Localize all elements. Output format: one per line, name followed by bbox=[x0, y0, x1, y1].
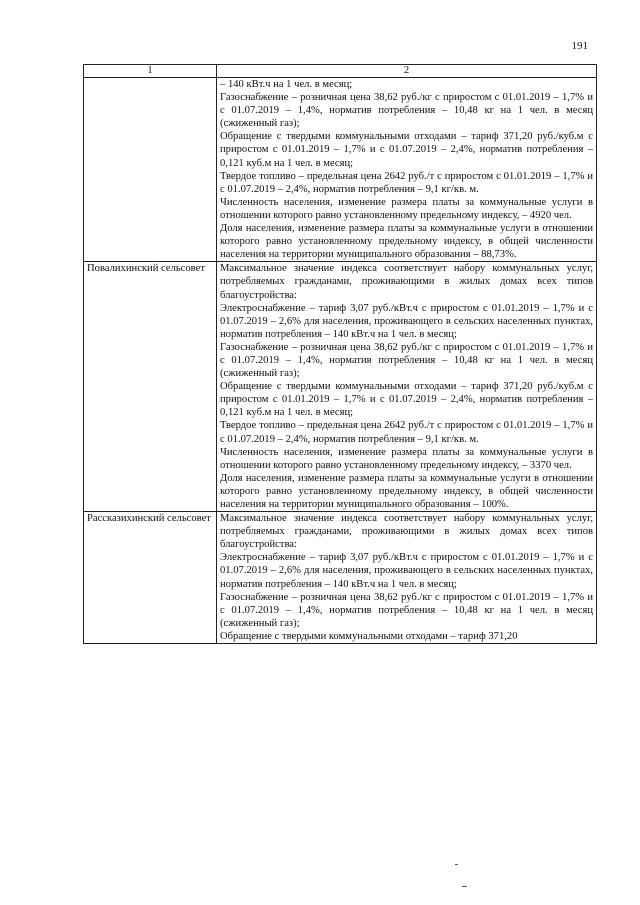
scan-artifact bbox=[455, 864, 458, 865]
description-paragraph: – 140 кВт.ч на 1 чел. в месяц; bbox=[220, 79, 353, 90]
description-paragraph: Твердое топливо – предельная цена 2642 руб./т с приростом с 01.01.2019 – 1,7% и с 01.07.2019 – 2,4%, норматив потребления – 9,1 кг/кв. м. bbox=[220, 420, 593, 445]
description-paragraph: Обращение с твердыми коммунальными отходами – тариф 371,20 bbox=[220, 630, 518, 642]
description-paragraph: Газоснабжение – розничная цена 38,62 руб./кг с приростом с 01.01.2019 – 1,7% и с 01.07.2019 – 1,4%, норматив потребления – 10,48 кг на 1 чел. в месяц (сжиженный газ); bbox=[220, 341, 593, 380]
description-paragraph: Доля населения, изменение размера платы за коммунальные услуги в отношении которого равно установленному предельному индексу, в общей численности населения на территории муниципального образования – 100%. bbox=[220, 472, 593, 510]
description-paragraph: Максимальное значение индекса соответствует набору коммунальных услуг, потребляемых гражданами, проживающими в жилых домах всех типов благоустройства: bbox=[220, 263, 593, 301]
description-cell bbox=[217, 512, 597, 644]
description-paragraph: Электроснабжение – тариф 3,07 руб./кВт.ч с приростом с 01.01.2019 – 1,7% и с 01.07.2019 – 2,6% для населения, проживающего в сельских населенных пунктах, норматив потребления – 140 кВт.ч на 1 чел. в месяц; bbox=[220, 302, 593, 340]
description-paragraph: Газоснабжение – розничная цена 38,62 руб./кг с приростом с 01.01.2019 – 1,7% и с 01.07.2019 – 1,4%, норматив потребления – 10,48 кг на 1 чел. в месяц (сжиженный газ); bbox=[220, 591, 593, 629]
scan-artifact bbox=[462, 886, 467, 887]
municipality-name-cell bbox=[84, 78, 217, 262]
description-paragraph: Газоснабжение – розничная цена 38,62 руб./кг с приростом с 01.01.2019 – 1,7% и с 01.07.2019 – 1,4%, норматив потребления – 10,48 кг на 1 чел. в месяц (сжиженный газ); bbox=[220, 92, 593, 130]
description-paragraph: Максимальное значение индекса соответствует набору коммунальных услуг, потребляемых гражданами, проживающими в жилых домах всех типов благоустройства: bbox=[220, 513, 593, 551]
document-table bbox=[83, 64, 597, 644]
description-paragraph: Обращение с твердыми коммунальными отходами – тариф 371,20 руб./куб.м с приростом с 01.01.2019 – 1,7% и с 01.07.2019 – 2,4%, норматив потребления – 0,121 куб.м на 1 чел. в месяц; bbox=[220, 381, 593, 419]
municipality-name-cell: Рассказихинский сельсовет bbox=[84, 512, 217, 644]
table-header-row bbox=[84, 65, 597, 78]
description-paragraph: Численность населения, изменение размера платы за коммунальные услуги в отношении которого равно установленному предельному индексу, – 4920 чел. bbox=[220, 196, 593, 221]
table-row bbox=[84, 512, 597, 644]
table-body bbox=[84, 78, 597, 644]
page-number: 191 bbox=[571, 40, 588, 52]
table-row bbox=[84, 78, 597, 262]
municipality-name-cell: Повалихинский сельсовет bbox=[84, 262, 217, 512]
description-paragraph: Твердое топливо – предельная цена 2642 руб./т с приростом с 01.01.2019 – 1,7% и с 01.07.2019 – 2,4%, норматив потребления – 9,1 кг/кв. м. bbox=[220, 170, 593, 195]
description-cell bbox=[217, 78, 597, 262]
description-paragraph: Электроснабжение – тариф 3,07 руб./кВт.ч с приростом с 01.01.2019 – 1,7% и с 01.07.2019 – 2,6% для населения, проживающего в сельских населенных пунктах, норматив потребления – 140 кВт.ч на 1 чел. в месяц; bbox=[220, 552, 593, 590]
description-paragraph: Доля населения, изменение размера платы за коммунальные услуги в отношении которого равно установленному предельному индексу, в общей численности населения на территории муниципального образования – 88,73%. bbox=[220, 223, 593, 261]
description-cell bbox=[217, 262, 597, 512]
description-paragraph: Обращение с твердыми коммунальными отходами – тариф 371,20 руб./куб.м с приростом с 01.01.2019 – 1,7% и с 01.07.2019 – 2,4%, норматив потребления – 0,121 куб.м на 1 чел. в месяц; bbox=[220, 131, 593, 169]
description-paragraph: Численность населения, изменение размера платы за коммунальные услуги в отношении которого равно установленному предельному индексу, – 3370 чел. bbox=[220, 446, 593, 471]
column-header-1: 1 bbox=[84, 65, 217, 78]
column-header-2: 2 bbox=[217, 65, 597, 78]
table-row bbox=[84, 262, 597, 512]
